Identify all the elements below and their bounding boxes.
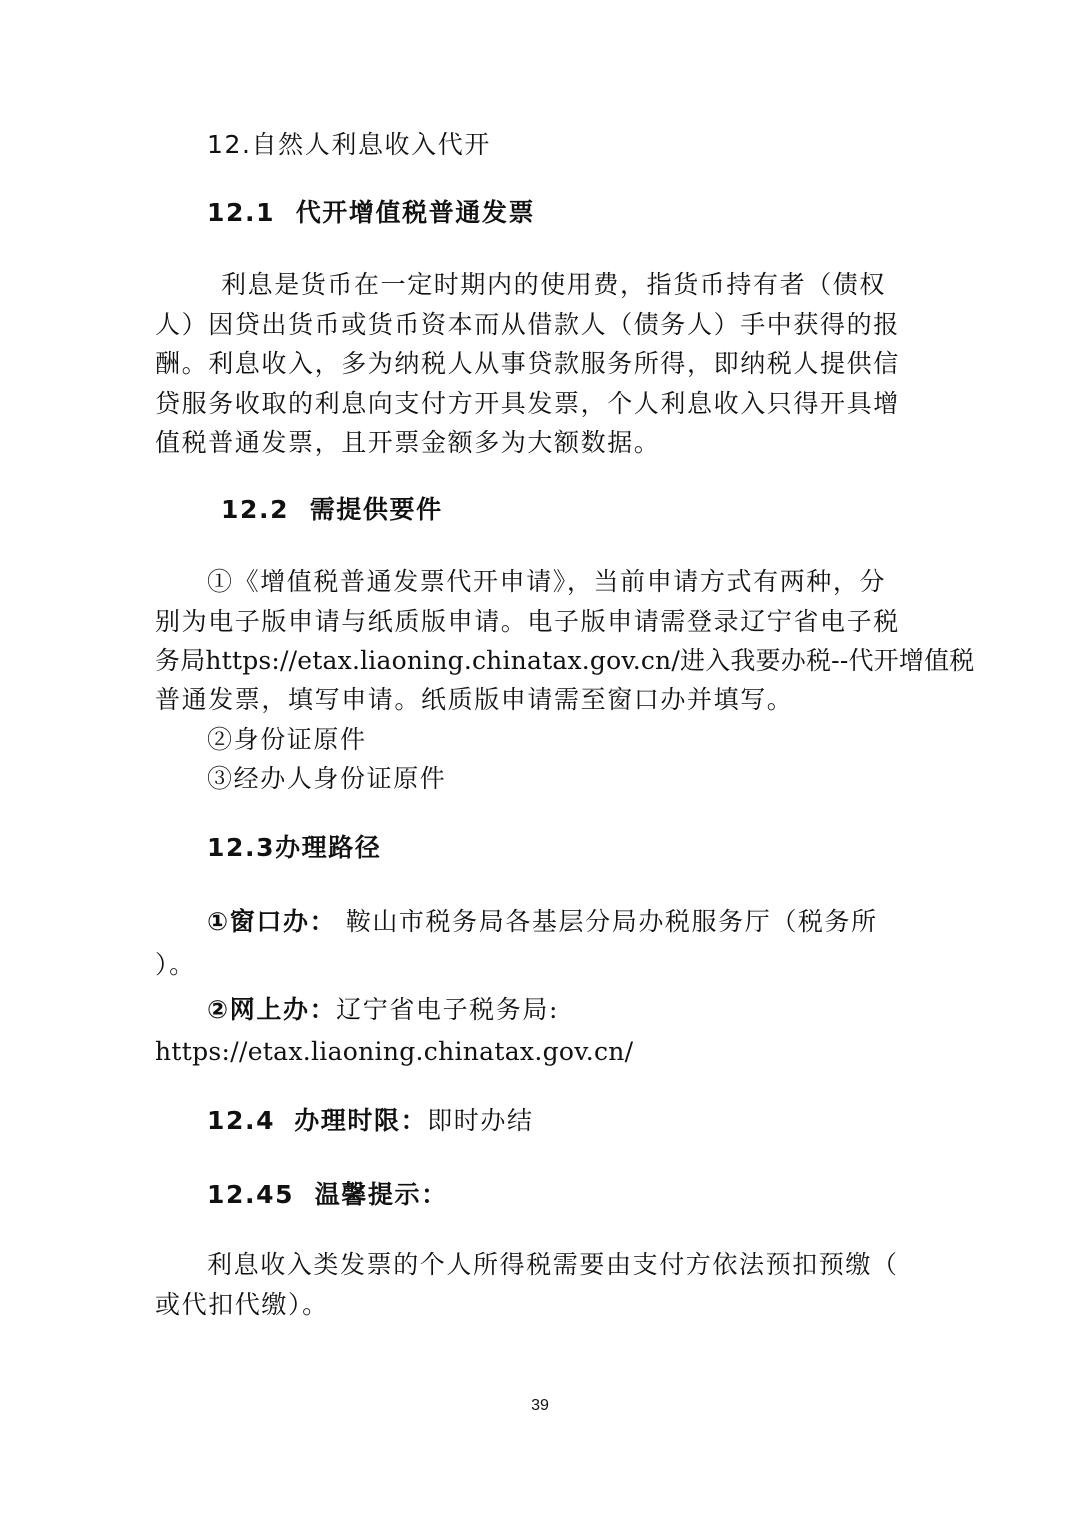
heading-label: 办理时限： [294, 1106, 428, 1135]
online-text: 辽宁省电子税务局: [336, 995, 559, 1024]
heading-12-3: 12.3办理路径 [207, 833, 382, 862]
paragraph-line: 或代扣代缴）。 [155, 1290, 329, 1319]
heading-12-45 [207, 1175, 977, 1215]
processing-time: 即时办结 [427, 1106, 534, 1135]
paragraph-line: 贷服务收取的利息向支付方开具发票，个人利息收入只得开具增 [155, 389, 900, 418]
heading-text: 代开增值税普通发票 [295, 198, 536, 227]
paragraph-line: 酬。利息收入，多为纳税人从事贷款服务所得，即纳税人提供信 [155, 349, 900, 378]
online-service-line [207, 990, 977, 1030]
window-text: 鞍山市税务局各基层分局办税服务厅（税务所 [345, 907, 878, 936]
heading-number: 12.2 [221, 495, 290, 524]
paragraph-line: 普通发票，填写申请。纸质版申请需至窗口办并填写。 [155, 685, 794, 714]
paragraph-line: 别为电子版申请与纸质版申请。电子版申请需登录辽宁省电子税 [155, 607, 900, 636]
section-title: 12.自然人利息收入代开 [207, 130, 491, 159]
heading-number: 12.45 [207, 1180, 295, 1209]
list-item-id-card: ②身份证原件 [207, 725, 367, 754]
heading-12-4 [207, 1101, 977, 1141]
online-label: ②网上办： [207, 995, 337, 1024]
paragraph-line: 利息收入类发票的个人所得税需要由支付方依法预扣预缴（ [207, 1250, 899, 1279]
page-number: 39 [531, 1397, 549, 1414]
paragraph-line-with-link: 务局https://etax.liaoning.chinatax.gov.cn/进入我要办税--代开增值税 [155, 646, 975, 675]
paragraph-line: 人）因贷出货币或货币资本而从借款人（债务人）手中获得的报 [155, 310, 900, 339]
paragraph-line: ）。 [155, 950, 196, 979]
paragraph-line: 值税普通发票，且开票金额多为大额数据。 [155, 428, 661, 457]
heading-12-1 [207, 193, 977, 233]
paragraph-line: 利息是货币在一定时期内的使用费，指货币持有者（债权 [221, 270, 887, 299]
window-service-line [207, 902, 977, 942]
etax-url: https://etax.liaoning.chinatax.gov.cn/ [155, 1037, 634, 1066]
heading-label: 温馨提示： [314, 1180, 448, 1209]
heading-number: 12.4 [207, 1106, 276, 1135]
window-label: ①窗口办： [207, 907, 337, 936]
list-item-application: ①《增值税普通发票代开申请》，当前申请方式有两种，分 [207, 567, 887, 596]
heading-text: 需提供要件 [309, 495, 443, 524]
list-item-agent-id: ③经办人身份证原件 [207, 764, 447, 793]
heading-12-2 [221, 490, 991, 530]
heading-number: 12.1 [207, 198, 276, 227]
